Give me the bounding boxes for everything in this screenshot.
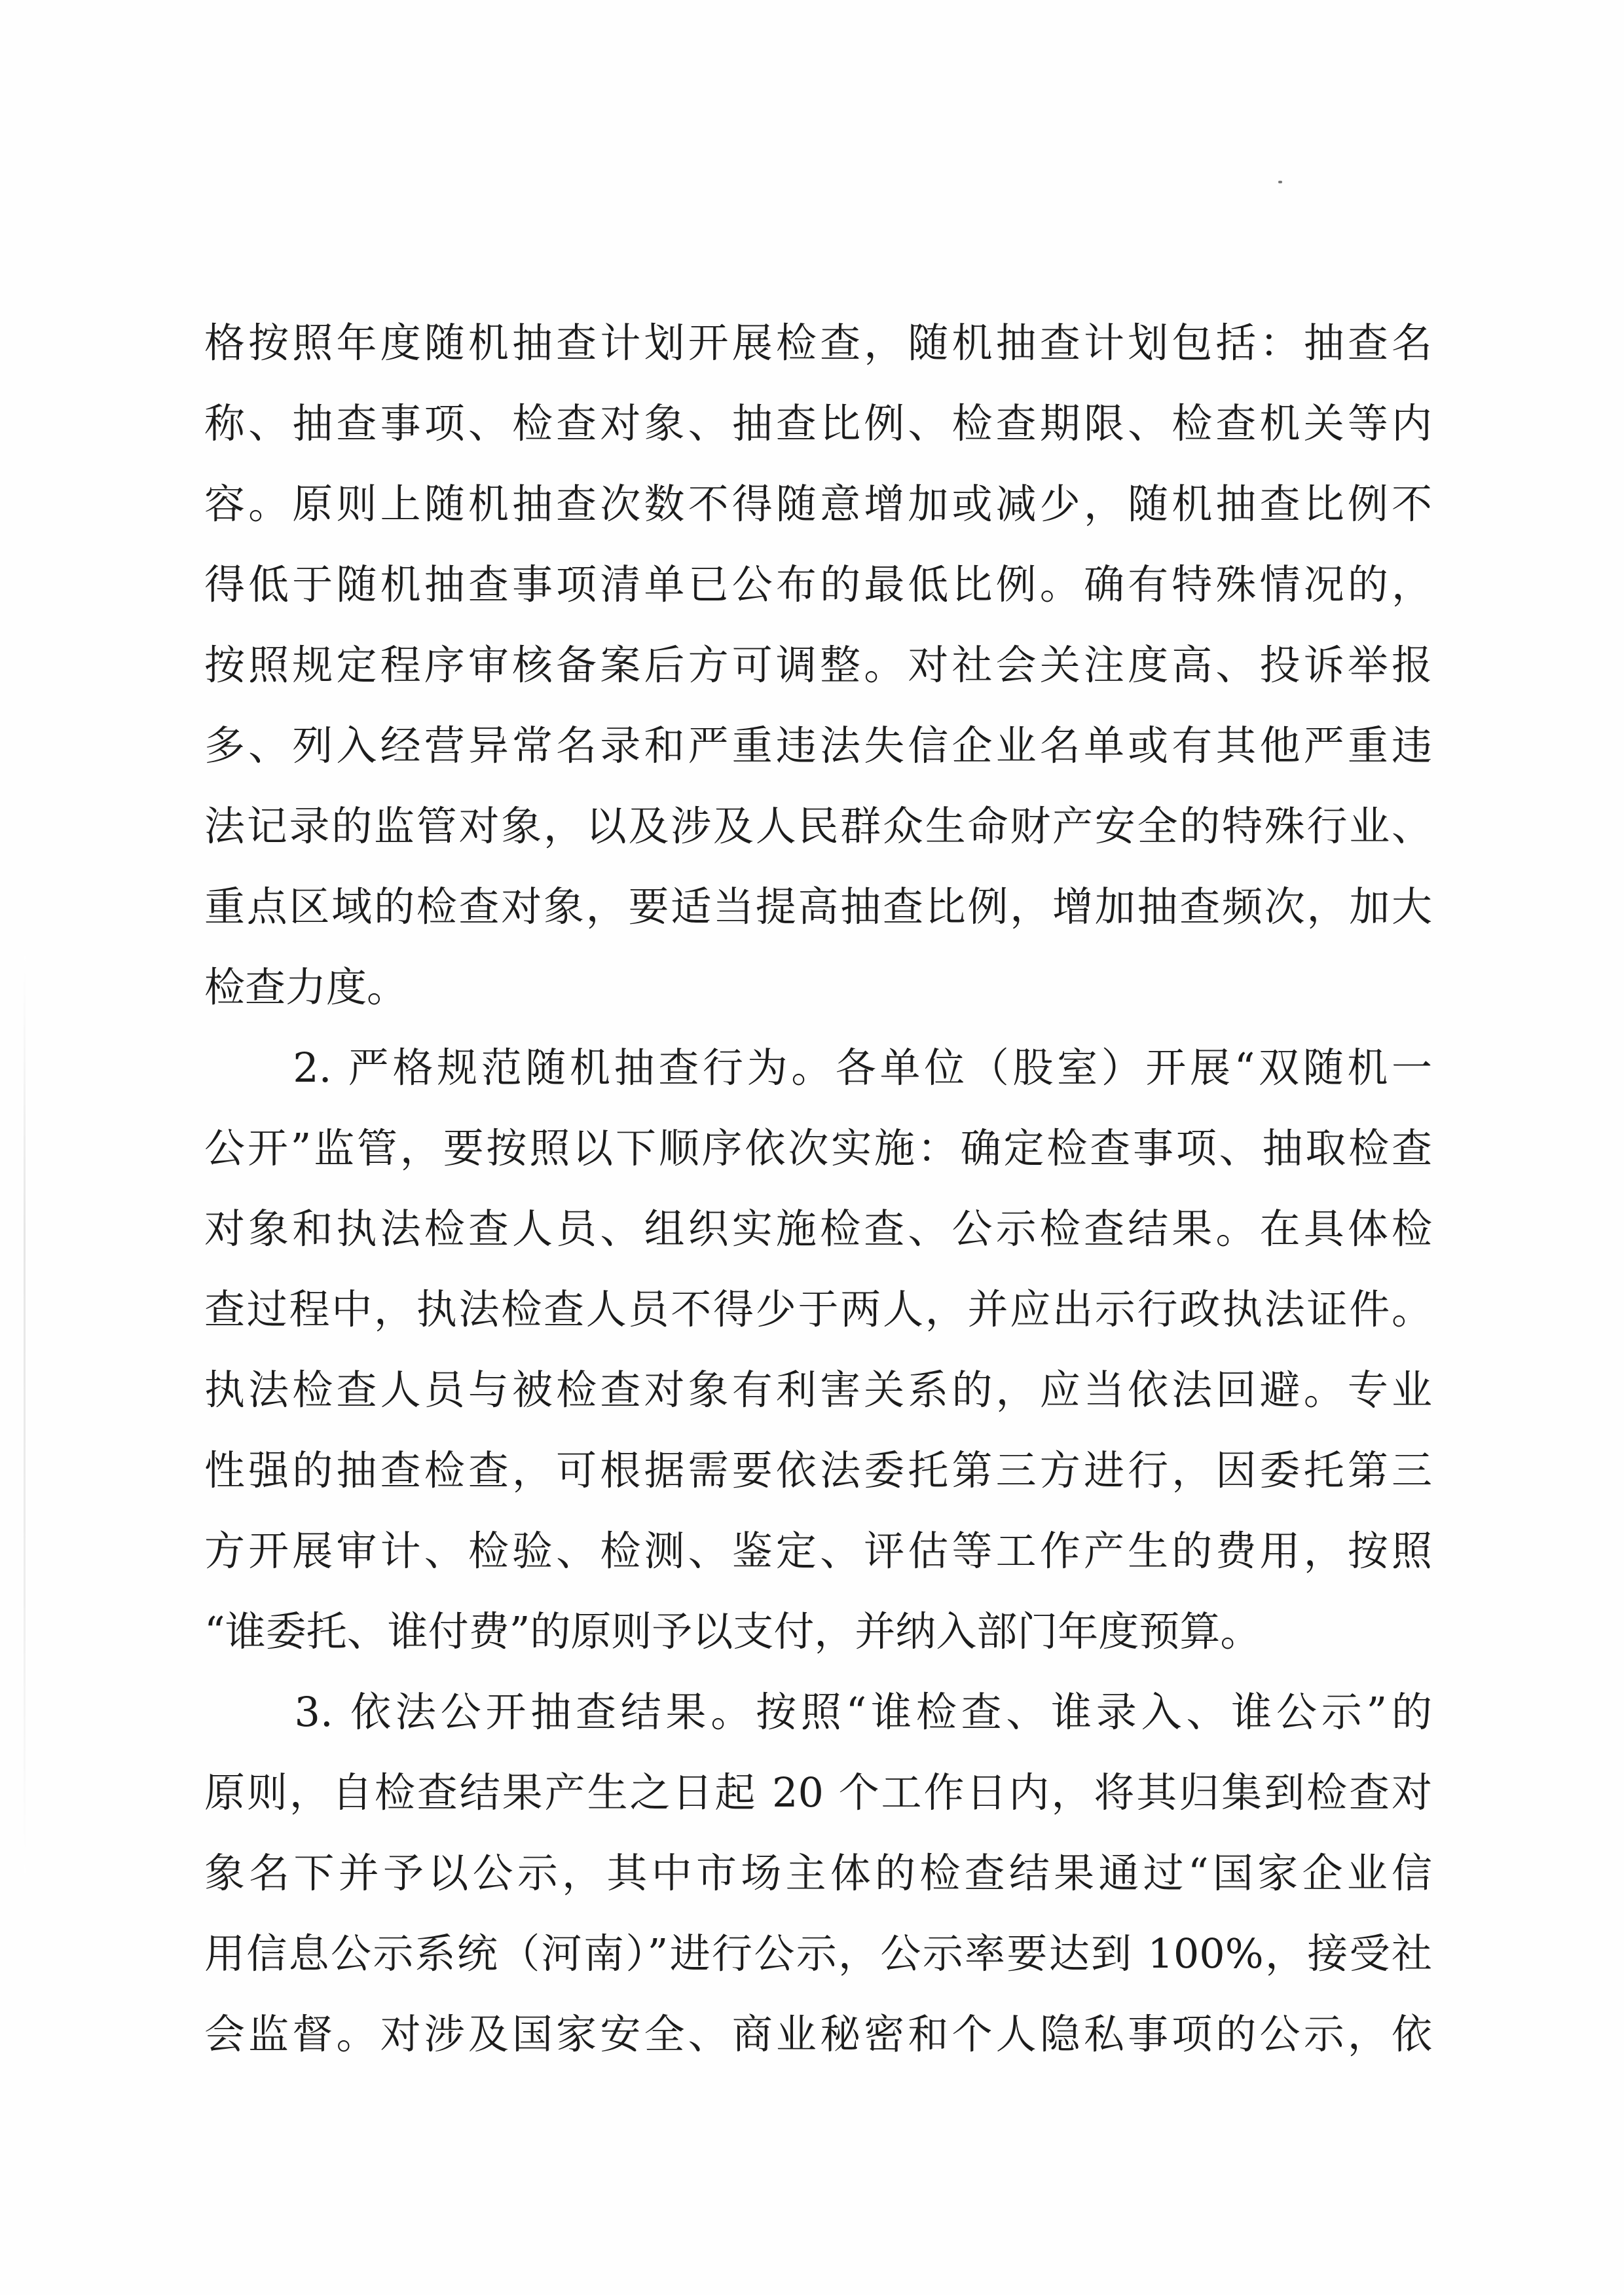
text-line: 法记录的监管对象，以及涉及人民群众生命财产安全的特殊行业、 xyxy=(204,802,1432,850)
text-line: 按照规定程序审核备案后方可调整。对社会关注度高、投诉举报 xyxy=(204,641,1432,689)
document-body xyxy=(204,303,1432,2074)
text-line: 象名下并予以公示，其中市场主体的检查结果通过“国家企业信 xyxy=(204,1849,1432,1897)
text-line: 对象和执法检查人员、组织实施检查、公示检查结果。在具体检 xyxy=(204,1205,1432,1253)
text-line: 查过程中，执法检查人员不得少于两人，并应出示行政执法证件。 xyxy=(204,1285,1432,1333)
text-line: 性强的抽查检查，可根据需要依法委托第三方进行，因委托第三 xyxy=(204,1446,1432,1494)
text-line: 用信息公示系统（河南）”进行公示，公示率要达到 100%，接受社 xyxy=(204,1930,1432,1977)
text-line: “谁委托、谁付费”的原则予以支付，并纳入部门年度预算。 xyxy=(204,1607,1261,1655)
text-line: 称、抽查事项、检查对象、抽查比例、检查期限、检查机关等内 xyxy=(204,399,1432,447)
text-line: 得低于随机抽查事项清单已公布的最低比例。确有特殊情况的， xyxy=(204,560,1432,608)
text-line: 方开展审计、检验、检测、鉴定、评估等工作产生的费用，按照 xyxy=(204,1527,1432,1575)
text-line: 格按照年度随机抽查计划开展检查，随机抽查计划包括：抽查名 xyxy=(204,319,1432,367)
text-line: 2. 严格规范随机抽查行为。各单位（股室）开展“双随机一 xyxy=(204,1044,1432,1092)
text-line: 3. 依法公开抽查结果。按照“谁检查、谁录入、谁公示”的 xyxy=(204,1688,1432,1736)
text-line: 检查力度。 xyxy=(204,963,408,1011)
text-line: 执法检查人员与被检查对象有利害关系的，应当依法回避。专业 xyxy=(204,1366,1432,1414)
text-line: 多、列入经营异常名录和严重违法失信企业名单或有其他严重违 xyxy=(204,722,1432,769)
text-line: 重点区域的检查对象，要适当提高抽查比例，增加抽查频次，加大 xyxy=(204,883,1432,930)
text-line: 公开”监管，要按照以下顺序依次实施：确定检查事项、抽取检查 xyxy=(204,1124,1432,1172)
text-line: 容。原则上随机抽查次数不得随意增加或减少，随机抽查比例不 xyxy=(204,480,1432,528)
scan-speck xyxy=(1278,181,1282,183)
scan-edge-shadow xyxy=(24,956,26,1873)
text-line: 会监督。对涉及国家安全、商业秘密和个人隐私事项的公示，依 xyxy=(204,2010,1432,2058)
text-line: 原则，自检查结果产生之日起 20 个工作日内，将其归集到检查对 xyxy=(204,1769,1432,1816)
